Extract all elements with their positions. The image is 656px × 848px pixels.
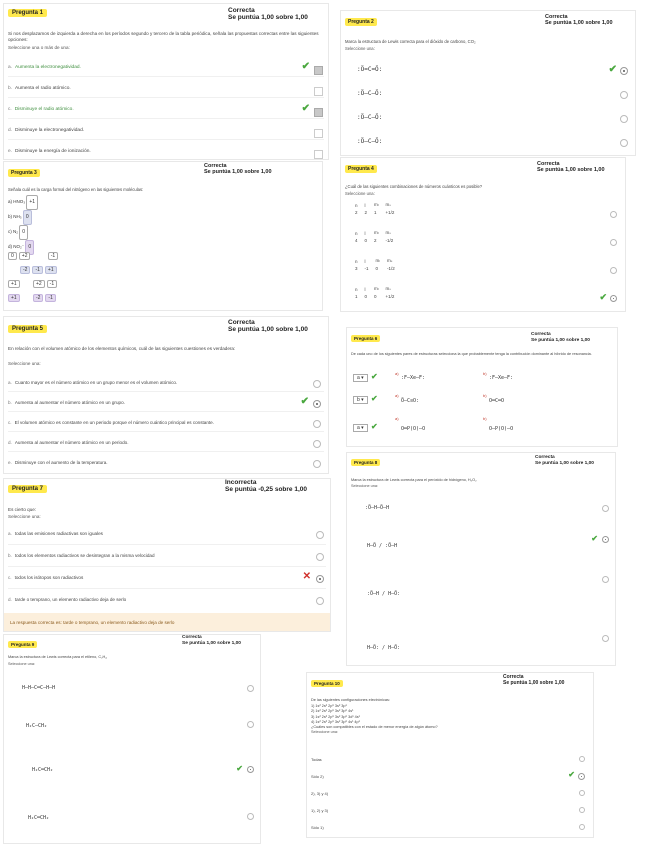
radio[interactable]: [316, 531, 324, 539]
option-text: Aumenta al aumentar el número atómico en un grupo.: [14, 400, 125, 405]
options-list: [8, 372, 324, 472]
lewis-structure: :F—Xe—F:: [401, 375, 426, 381]
option-text: Cuanto mayor es el número atómico en un grupo menor es el volumen atómico.: [14, 380, 178, 385]
question-status: [225, 479, 307, 494]
question-status: [531, 332, 590, 343]
option-text: 2), 3) y 4): [311, 791, 329, 796]
option-d[interactable]: [8, 432, 324, 452]
select-hint: Seleccione una:: [345, 46, 375, 51]
lewis-structure: O═C═O: [489, 398, 505, 404]
option-text: Aumenta la electronegatividad.: [15, 65, 81, 70]
option-co2-2[interactable]: [345, 83, 631, 107]
drag-chip[interactable]: +2: [33, 280, 45, 288]
lewis-structure: H₂C═CH₂: [28, 815, 50, 821]
config-line: 3) 1s² 2s² 2p⁶ 3s² 3p⁶ 3d¹ 4s¹: [311, 714, 360, 719]
radio[interactable]: [602, 576, 609, 583]
select-hint: Seleccione una:: [311, 730, 339, 735]
option-c2h4-2[interactable]: [8, 705, 258, 751]
option-c[interactable]: [8, 567, 326, 589]
option-label: b): [483, 416, 487, 421]
option-text: Disminuye la energía de ionización.: [15, 149, 91, 154]
question-card-1: [3, 3, 329, 160]
question-card-6: [346, 327, 618, 447]
checkbox-checked[interactable]: [314, 66, 323, 75]
drag-chip[interactable]: +1: [8, 294, 20, 302]
status-text: Correcta: [545, 14, 568, 20]
radio[interactable]: [610, 211, 617, 218]
drag-chip[interactable]: -2: [20, 266, 30, 274]
answer-select[interactable]: a ▾: [353, 374, 368, 382]
config-list: [311, 704, 438, 736]
option-letter: a.: [8, 531, 12, 536]
score-text: Se puntúa 1,00 sobre 1,00: [535, 460, 594, 466]
select-hint: Seleccione una:: [8, 514, 41, 519]
option-letter: a.: [8, 65, 13, 70]
radio-selected[interactable]: [602, 536, 609, 543]
check-icon: ✔: [301, 61, 310, 72]
option-text: Disminuye la electronegatividad.: [15, 128, 85, 133]
score-text: Se puntúa 1,00 sobre 1,00: [182, 640, 241, 646]
answer-select[interactable]: b ▾: [353, 396, 368, 404]
check-icon: ✔: [371, 422, 378, 431]
radio[interactable]: [620, 91, 628, 99]
drag-chip[interactable]: +2: [19, 252, 31, 260]
answer-drop[interactable]: 0: [25, 240, 34, 255]
question-card-2: [340, 10, 636, 156]
wrong-icon: ✕: [302, 571, 311, 582]
question-status: [537, 161, 605, 174]
quantum-table: n l mₗ mₛ 3 -1 0 -1/2: [355, 258, 395, 271]
config-line: 4) 1s² 2s² 2p⁶ 3s² 3p⁶ 4s¹ 4p¹: [311, 719, 360, 724]
option-label: a): [395, 416, 399, 421]
select-hint: Seleccione una:: [351, 484, 379, 488]
option-text: Sólo 1): [311, 825, 324, 830]
question-text: Si nos desplazamos de izquierda a derecha en los períodos segundo y tercero de la tabla periódica, señala las propuestas correctas entre las siguientes opciones:: [8, 31, 319, 43]
options-list: [345, 59, 631, 155]
option-text: Todas: [311, 757, 322, 762]
option-h2o2-2[interactable]: [351, 523, 613, 573]
check-icon: ✔: [301, 103, 310, 114]
option-qn-4[interactable]: [355, 285, 623, 312]
option-letter: a.: [8, 380, 12, 385]
options-list: [8, 671, 258, 843]
answer-drop[interactable]: 0: [19, 225, 28, 240]
options-list: [355, 201, 623, 312]
option-e[interactable]: [8, 140, 324, 160]
option-text: todas las emisiones radiactivas son iguales: [14, 531, 103, 536]
option-b[interactable]: [311, 768, 591, 785]
question-text: Señala cuál es la carga formal del nitrógeno en las siguientes moléculas:: [8, 187, 144, 192]
radio[interactable]: [316, 553, 324, 561]
answer-drop[interactable]: 0: [23, 210, 32, 225]
radio-selected[interactable]: [316, 575, 324, 583]
checkbox-checked[interactable]: [314, 108, 323, 117]
question-card-9: [3, 634, 261, 844]
status-text: Correcta: [228, 7, 255, 14]
option-co2-4[interactable]: [345, 131, 631, 155]
radio[interactable]: [620, 115, 628, 123]
question-status: [204, 163, 272, 176]
drag-chip[interactable]: -1: [48, 252, 58, 260]
option-c2h4-3[interactable]: [8, 751, 258, 797]
radio[interactable]: [313, 440, 321, 448]
status-text: Correcta: [228, 319, 255, 326]
option-letter: e.: [8, 149, 13, 154]
status-text: Correcta: [182, 635, 202, 640]
quantum-table: n l mₗ mₛ 4 0 2 -1/2: [355, 230, 394, 243]
option-a[interactable]: [8, 56, 324, 77]
option-letter: d.: [8, 440, 12, 445]
status-text: Correcta: [537, 161, 560, 167]
lewis-structure: H₂C═CH₂: [32, 767, 54, 773]
checkbox[interactable]: [314, 150, 323, 159]
radio[interactable]: [579, 824, 585, 830]
option-text: El volumen atómico es constante en un periodo porque el número cuántico principal es constante.: [14, 420, 215, 425]
option-c2h4-4[interactable]: [8, 797, 258, 843]
question-card-4: [340, 157, 626, 312]
molecule-list: [8, 195, 40, 255]
question-number: Pregunta 4: [345, 165, 377, 173]
option-b[interactable]: [8, 392, 324, 412]
option-letter: c.: [8, 575, 12, 580]
config-line: 2) 1s² 2s² 2p⁶ 3s² 3p⁶ 4s¹: [311, 709, 354, 714]
molecule-row: [8, 195, 40, 210]
molecule-label: d) NO₂⁻: [8, 244, 25, 249]
option-letter: c.: [8, 107, 12, 112]
radio[interactable]: [610, 267, 617, 274]
check-icon: ✔: [371, 394, 378, 403]
question-card-8: [346, 452, 616, 666]
question-number: Pregunta 1: [8, 9, 47, 17]
question-status: [228, 7, 308, 22]
question-card-7: [3, 478, 331, 632]
question-number: Pregunta 8: [351, 459, 380, 466]
question-number: Pregunta 7: [8, 485, 47, 493]
select-hint: Seleccione una:: [8, 662, 36, 666]
lewis-structure: :Ö—C—Ö:: [357, 90, 383, 97]
answer-drop[interactable]: +1: [26, 195, 38, 210]
question-card-3: [3, 161, 323, 311]
option-b[interactable]: [8, 545, 326, 567]
drag-chip[interactable]: +1: [45, 266, 57, 274]
molecule-label: a) HNO₃: [8, 199, 26, 204]
radio[interactable]: [313, 380, 321, 388]
options-list: [311, 751, 591, 836]
option-c2h4-1[interactable]: [8, 671, 258, 705]
question-text: Marca la estructura de Lewis correcta para el dióxido de carbono, CO₂: [345, 39, 476, 44]
correct-answer-feedback: La respuesta correcta es: tarde o temprano, un elemento radiactivo deja de serlo: [4, 613, 331, 632]
select-hint: Seleccione una:: [8, 361, 41, 366]
radio[interactable]: [313, 460, 321, 468]
option-b[interactable]: [8, 77, 324, 98]
drag-chip[interactable]: -1: [45, 294, 55, 302]
options-list: [8, 523, 326, 611]
option-text: Aumenta al aumentar el número atómico en un periodo.: [14, 440, 129, 445]
question-number: Pregunta 9: [8, 641, 37, 648]
score-text: Se puntúa 1,00 sobre 1,00: [204, 169, 272, 176]
lewis-structure: :F—Xe—F:: [489, 375, 514, 381]
question-text: Marca la estructura de Lewis correcta para el peróxido de hidrógeno, H₂O₂: [351, 478, 477, 482]
radio[interactable]: [602, 505, 609, 512]
score-text: Se puntúa -0,25 sobre 1,00: [225, 486, 308, 494]
check-icon: ✔: [599, 292, 607, 302]
resonance-list: [353, 370, 615, 444]
quantum-table: n l mₗ mₛ 1 0 0 +1/2: [355, 286, 395, 299]
option-e[interactable]: [311, 819, 591, 836]
answer-select[interactable]: a ▾: [353, 424, 368, 432]
radio[interactable]: [620, 139, 628, 147]
option-c[interactable]: [311, 785, 591, 802]
option-h2o2-4[interactable]: [351, 623, 613, 666]
option-c[interactable]: [8, 98, 324, 119]
option-letter: c.: [8, 420, 12, 425]
charge-pool: [8, 252, 88, 308]
option-qn-1[interactable]: [355, 201, 623, 229]
option-e[interactable]: [8, 452, 324, 472]
radio-selected[interactable]: [313, 400, 321, 408]
question-status: [545, 14, 613, 27]
option-qn-2[interactable]: [355, 229, 623, 257]
option-letter: e.: [8, 460, 12, 465]
option-letter: b.: [8, 86, 13, 91]
check-icon: ✔: [568, 770, 575, 779]
lewis-structure: H—Ö: / H—Ö:: [367, 645, 401, 651]
option-a[interactable]: [8, 372, 324, 392]
option-text: todos los isótopos son radiactivos: [14, 575, 84, 580]
question-text: Marca la estructura de Lewis correcta para el etileno, C₂H₄: [8, 655, 107, 659]
score-text: Se puntúa 1,00 sobre 1,00: [228, 326, 308, 334]
lewis-structure: :Ö—C—Ö:: [357, 114, 383, 121]
question-number: Pregunta 5: [8, 325, 47, 333]
question-card-5: [3, 316, 329, 474]
radio[interactable]: [579, 790, 585, 796]
molecule-label: b) NH₃: [8, 214, 22, 219]
question-text: En relación con el volumen atómico de los elementos químicos, cuál de las siguientes cuestiones es verdadera:: [8, 346, 236, 351]
score-text: Se puntúa 1,00 sobre 1,00: [503, 679, 565, 686]
check-icon: ✔: [371, 372, 378, 381]
status-text: Correcta: [535, 455, 555, 460]
radio[interactable]: [316, 597, 324, 605]
radio[interactable]: [579, 807, 585, 813]
resonance-row: [353, 414, 615, 444]
lewis-structure: O═P(O)—O: [401, 426, 426, 432]
status-text: Correcta: [503, 674, 524, 680]
option-letter: b.: [8, 553, 12, 558]
option-letter: d.: [8, 128, 13, 133]
radio[interactable]: [247, 721, 254, 728]
radio-selected[interactable]: [610, 295, 617, 302]
option-label: b): [483, 393, 487, 398]
checkbox[interactable]: [314, 87, 323, 96]
question-status: [228, 319, 308, 334]
molecule-row: [8, 210, 40, 225]
question-subtext: ¿Cuáles son compatibles con el estado de menor energía de algún átomo?: [311, 725, 438, 730]
radio[interactable]: [610, 239, 617, 246]
question-number: Pregunta 6: [351, 335, 380, 342]
option-a[interactable]: [8, 523, 326, 545]
question-number: Pregunta 10: [311, 680, 343, 687]
options-list: [8, 56, 324, 160]
resonance-row: [353, 392, 615, 414]
radio[interactable]: [247, 813, 254, 820]
question-number: Pregunta 3: [8, 169, 40, 177]
radio-selected[interactable]: [578, 773, 585, 780]
options-list: [351, 493, 613, 666]
drag-chip[interactable]: 0: [8, 252, 17, 260]
radio[interactable]: [579, 756, 585, 762]
option-text: Aumenta el radio atómico.: [15, 86, 71, 91]
select-hint: Seleccione una:: [345, 191, 375, 196]
score-text: Se puntúa 1,00 sobre 1,00: [531, 337, 590, 343]
score-text: Se puntúa 1,00 sobre 1,00: [228, 14, 308, 22]
radio-selected[interactable]: [620, 67, 628, 75]
radio[interactable]: [247, 685, 254, 692]
lewis-structure: H—Ö / :Ö—H: [367, 543, 398, 549]
option-co2-3[interactable]: [345, 107, 631, 131]
lewis-structure: :Ö—H—Ö—H: [365, 505, 390, 511]
question-card-10: [306, 672, 594, 838]
option-label: a): [395, 393, 399, 398]
option-label: b): [483, 371, 487, 376]
option-d[interactable]: [311, 802, 591, 819]
question-status: [535, 455, 594, 466]
question-text: De cada uno de los siguientes pares de estructuras selecciona la que probablemente tenga la contribución dominante al híbrido de resonancia.: [351, 352, 592, 356]
question-status: [182, 635, 241, 646]
quantum-table: n l mₗ mₛ 2 2 1 +1/2: [355, 202, 395, 215]
option-d[interactable]: [8, 119, 324, 140]
checkbox[interactable]: [314, 129, 323, 138]
lewis-structure: :Ö—H / H—Ö:: [367, 591, 401, 597]
drag-chip[interactable]: +1: [8, 280, 20, 288]
option-label: a): [395, 371, 399, 376]
radio[interactable]: [313, 420, 321, 428]
select-hint: Seleccione una o más de una:: [8, 45, 70, 50]
check-icon: ✔: [608, 64, 617, 75]
option-text: todos los elementos radiactivos se desintegran a la misma velocidad: [14, 553, 155, 558]
radio-selected[interactable]: [247, 766, 254, 773]
check-icon: ✔: [300, 396, 309, 407]
option-text: Sólo 2): [311, 774, 324, 779]
check-icon: ✔: [591, 534, 598, 543]
resonance-row: [353, 370, 615, 392]
score-text: Se puntúa 1,00 sobre 1,00: [545, 20, 613, 27]
question-text: Es cierto que:: [8, 507, 37, 512]
option-h2o2-3[interactable]: [351, 573, 613, 623]
drag-chip[interactable]: -2: [33, 294, 43, 302]
status-text: Correcta: [204, 163, 227, 169]
radio[interactable]: [602, 635, 609, 642]
option-qn-3[interactable]: [355, 257, 623, 285]
option-letter: b.: [8, 400, 12, 405]
option-co2-1[interactable]: [345, 59, 631, 83]
lewis-structure: :Ö=C=Ö:: [357, 66, 383, 73]
option-text: 1), 2) y 3): [311, 808, 329, 813]
drag-chip[interactable]: -1: [47, 280, 57, 288]
status-text: Incorrecta: [225, 479, 257, 486]
status-text: Correcta: [531, 332, 551, 337]
config-line: 1) 1s² 2s² 2p⁶ 3s² 3p¹: [311, 704, 347, 708]
score-text: Se puntúa 1,00 sobre 1,00: [537, 167, 605, 174]
option-text: tarde o temprano, un elemento radiactivo deja de serlo: [14, 597, 127, 602]
lewis-structure: H₂C—CH₂: [26, 723, 48, 729]
option-letter: d.: [8, 597, 12, 602]
option-a[interactable]: [311, 751, 591, 768]
lewis-structure: H—H—C═C—H—H: [22, 685, 56, 691]
option-d[interactable]: [8, 589, 326, 611]
question-text: De las siguientes configuraciones electrónicas:: [311, 698, 390, 702]
option-text: Disminuye el radio atómico.: [14, 107, 74, 112]
drag-chip[interactable]: -1: [32, 266, 42, 274]
check-icon: ✔: [236, 764, 243, 773]
molecule-row: [8, 225, 40, 240]
question-number: Pregunta 2: [345, 18, 377, 26]
lewis-structure: Ö—C≡O:: [401, 398, 420, 404]
question-text: ¿Cuál de las siguientes combinaciones de números cuánticos es posible?: [345, 184, 483, 189]
option-c[interactable]: [8, 412, 324, 432]
question-status: [503, 675, 564, 687]
option-h2o2-1[interactable]: [351, 493, 613, 523]
option-text: Disminuye con el aumento de la temperatura.: [14, 460, 108, 465]
lewis-structure: :Ö—C—Ö:: [357, 138, 383, 145]
molecule-label: c) N₂: [8, 229, 18, 234]
lewis-structure: O—P(O)—O: [489, 426, 514, 432]
